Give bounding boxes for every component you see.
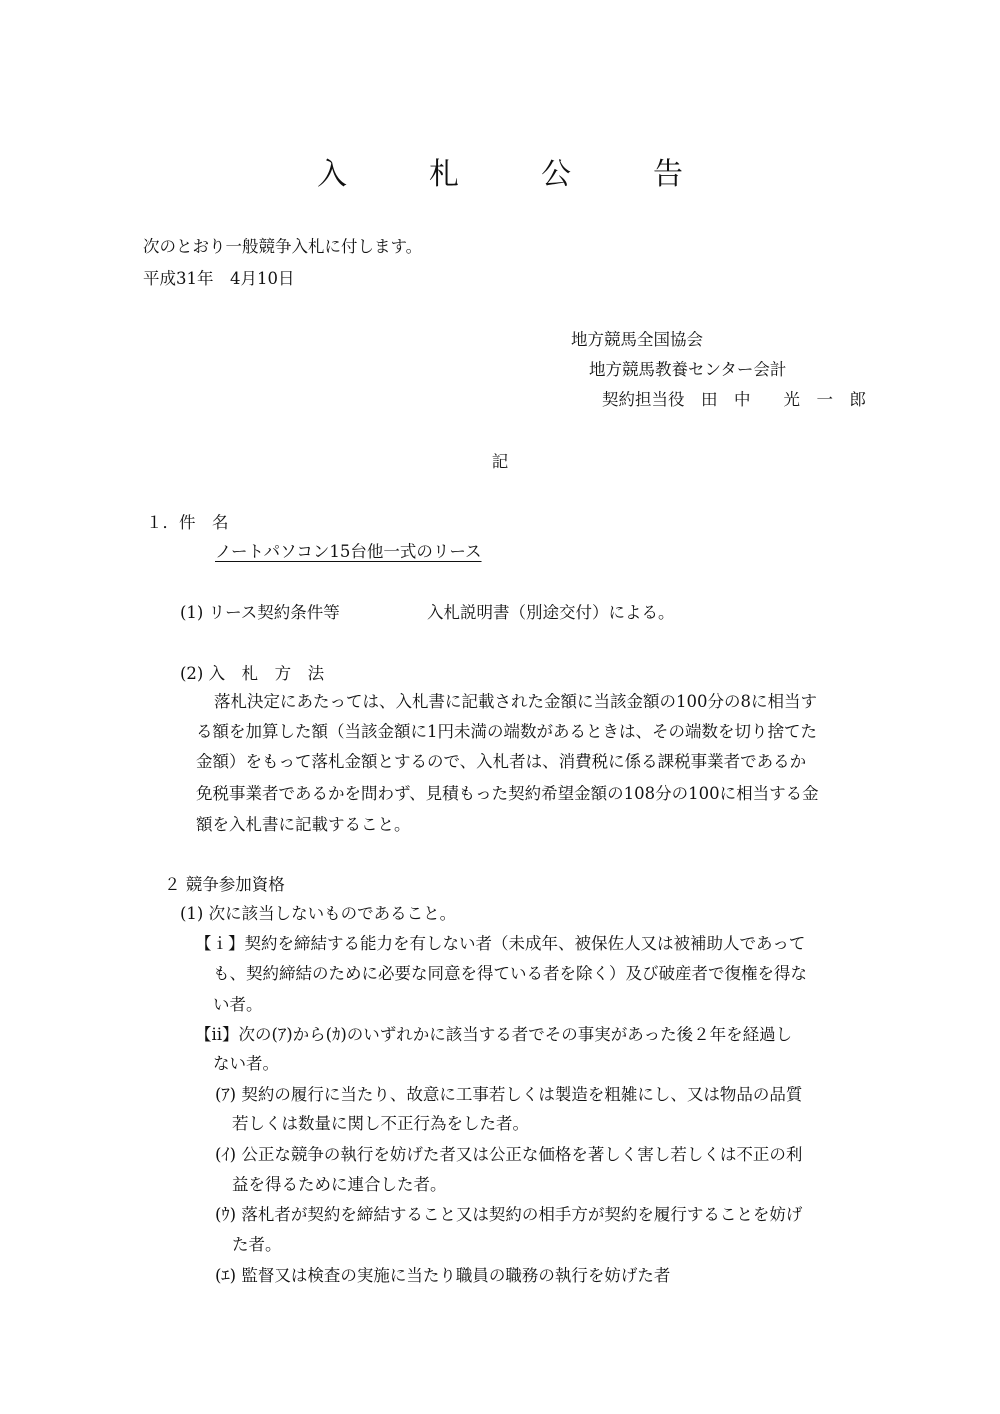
clause-d-line: (ｴ) 監督又は検査の実施に当たり職員の職務の執行を妨げた者	[215, 1266, 671, 1285]
section1-heading: １．件 名	[146, 513, 229, 532]
clause-ii-line: 【ⅱ】次の(ｱ)から(ｶ)のいずれかに該当する者でその事実があった後２年を経過し	[195, 1025, 793, 1044]
clause-a-line: (ｱ) 契約の履行に当たり、故意に工事若しくは製造を粗雑にし、又は物品の品質	[215, 1085, 803, 1104]
clause-i-line: い者。	[213, 995, 263, 1014]
item1-label: (1) リース契約条件等	[180, 603, 340, 622]
intro-text: 次のとおり一般競争入札に付します。	[143, 237, 423, 256]
issuer-dept: 地方競馬教養センター会計	[589, 360, 787, 379]
page-title: 入 札 公 告	[317, 157, 709, 192]
item2-line: 金額）をもって落札金額とするので、入札者は、消費税に係る課税事業者であるか	[196, 752, 807, 771]
clause-a-line: 若しくは数量に関し不正行為をした者。	[232, 1114, 529, 1133]
item2-line: 落札決定にあたっては、入札書に記載された金額に当該金額の100分の8に相当す	[214, 692, 817, 711]
subject-title: ノートパソコン15台他一式のリース	[215, 542, 482, 561]
clause-c-line: (ｳ) 落札者が契約を締結すること又は契約の相手方が契約を履行することを妨げ	[215, 1205, 803, 1224]
notice-date: 平成31年 4月10日	[143, 269, 295, 288]
clause-b-line: (ｲ) 公正な競争の執行を妨げた者又は公正な価格を著しく害し若しくは不正の利	[215, 1145, 803, 1164]
clause-b-line: 益を得るために連合した者。	[232, 1175, 447, 1194]
item2-line: 免税事業者であるかを問わず、見積もった契約希望金額の108分の100に相当する金	[196, 784, 819, 803]
clause-ii-line: ない者。	[213, 1054, 279, 1073]
issuer-org: 地方競馬全国協会	[571, 330, 703, 349]
item2-line: 額を入札書に記載すること。	[196, 815, 411, 834]
clause-i-line: 【ｉ】契約を締結する能力を有しない者（未成年、被保佐人又は被補助人であって	[195, 934, 806, 953]
item2-label: (2) 入 札 方 法	[180, 664, 325, 683]
item1-value: 入札説明書（別途交付）による。	[427, 603, 675, 622]
item2-line: る額を加算した額（当該金額に1円未満の端数があるときは、その端数を切り捨てた	[196, 722, 817, 741]
section2-item1: (1) 次に該当しないものであること。	[180, 904, 457, 923]
clause-c-line: た者。	[232, 1235, 282, 1254]
clause-i-line: も、契約締結のために必要な同意を得ている者を除く）及び破産者で復権を得な	[213, 964, 807, 983]
section2-heading: ２ 競争参加資格	[164, 875, 285, 894]
ki-marker: 記	[491, 452, 509, 471]
issuer-officer: 契約担当役 田 中 光 一 郎	[602, 390, 866, 409]
